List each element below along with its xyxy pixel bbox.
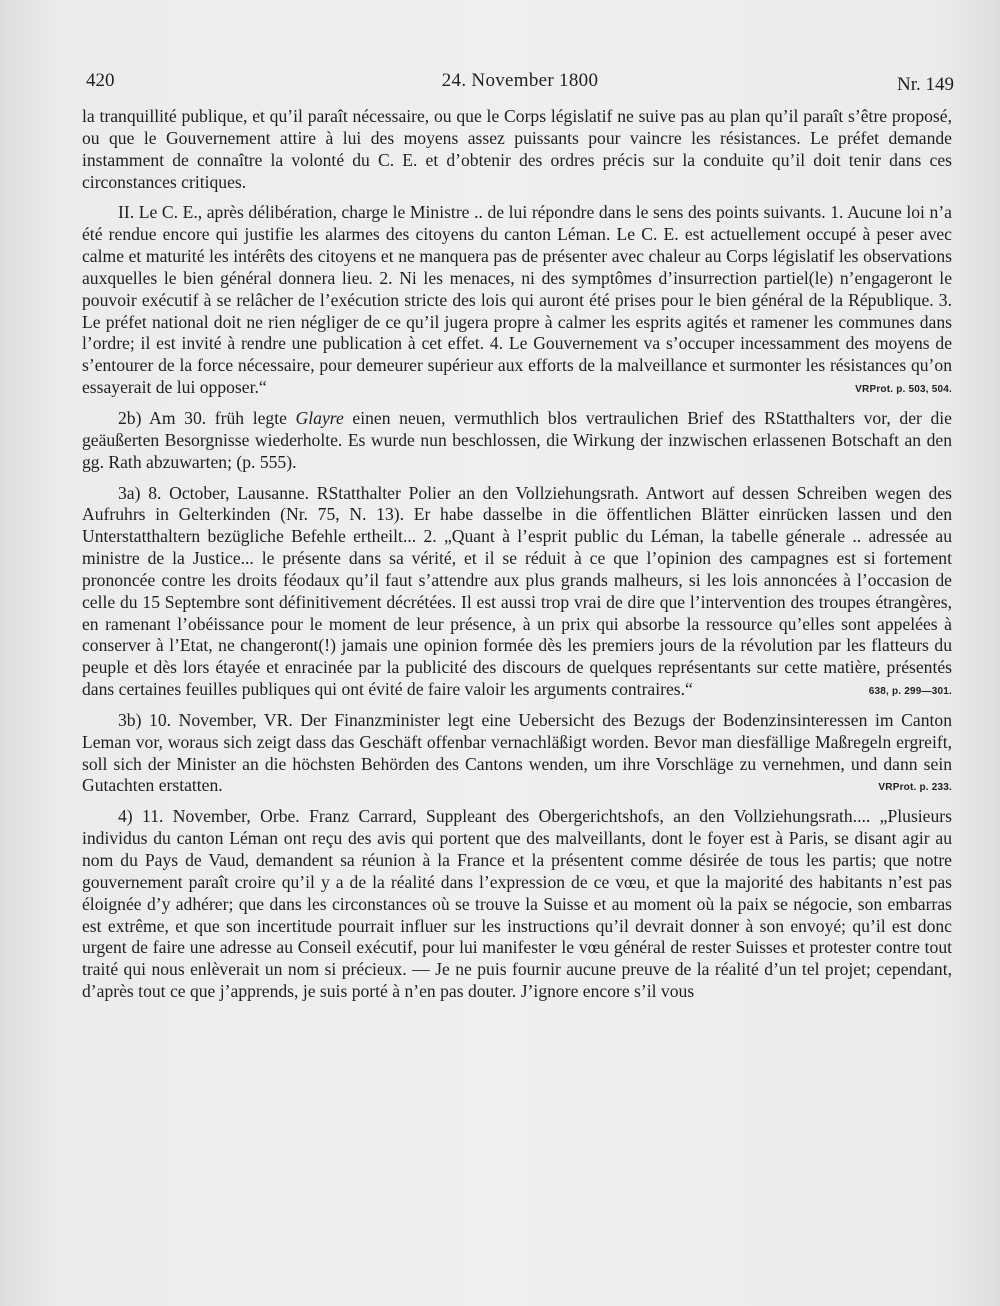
paragraph-5-text: 3b) 10. November, VR. Der Finanzminister legt eine Uebersicht des Bezugs der Bodenzinsinteressen im Canton Leman vor, woraus sich zeigt dass das Geschäft offenbar vernachläßigt worden. Bevor man diesfällige Maßregeln ergreift, soll sich der Minister an die höchsten Behörden des Cantons wenden, um ihre Vorschläge zu vernehmen, und dann sein Gutachten erstatten. xyxy=(82,709,952,796)
paragraph-5 xyxy=(82,710,952,797)
paragraph-4 xyxy=(82,483,952,701)
source-reference: VRProt. p. 503, 504. xyxy=(855,384,952,396)
source-reference: 638, p. 299—301. xyxy=(868,686,952,698)
paragraph-1: la tranquillité publique, et qu’il paraît nécessaire, ou que le Corps législatif ne suive pas au plan qu’il paraît s’être proposé, ou que le Gouvernement attire à lui des moyens assez puissants pour vaincre les résistances. Le préfet demande instamment de connaître la volonté du C. E. et d’obtenir des ordres précis sur la conduite qu’il doit tenir dans ces circonstances critiques. xyxy=(82,106,952,192)
page-header xyxy=(86,70,954,98)
page-number: 420 xyxy=(86,70,115,91)
paragraph-3 xyxy=(82,408,952,474)
document-number: Nr. 149 xyxy=(897,74,954,95)
paragraph-4-text: 3a) 8. October, Lausanne. RStatthalter Polier an den Vollziehungsrath. Antwort auf dessen Schreiben wegen des Aufruhrs in Gelterkinden (Nr. 75, N. 13). Er habe dasselbe in die öffentlichen Blätter einrücken lassen und den Unterstatthaltern bezügliche Befehle ertheilt... 2. „Quant à l’esprit public du Léman, la tabelle génerale .. adressée au ministre de la Justice... le présente dans sa vérité, et il se réduit à ce que l’opinion des campagnes est si fortement prononcée contre les droits féodaux qu’il faut s’attendre aux plus grands malheurs, si les lois annoncées à l’occasion de celle du 15 Septembre sont définitivement décrétées. Il est aussi trop vrai de dire que l’intervention des troupes étrangères, en ramenant l’obéissance pour le moment de leur présence, à un prix qui absorbe la ressource qu’elles sont appelées à conserver à l’Etat, ne changeront(!) jamais une opinion formée dès les premiers jours de la révolution par les flatteurs du peuple et dès lors étayée et enracinée par la publicité des discours de quelques représentants sur cette matière, présentés dans certaines feuilles publiques qui ont évité de faire valoir les arguments contraires.“ xyxy=(82,482,952,700)
paragraph-3-lead: 2b) Am 30. früh legte xyxy=(118,407,296,428)
body-text xyxy=(82,106,952,1003)
paragraph-3-text: einen neuen, vermuthlich blos vertraulichen Brief des RStatthalters vor, der die geäußerten Besorgnisse wiederholte. Es wurde nun beschlossen, die Wirkung der inzwischen erlassenen Botschaft an den gg. Rath abzuwarten; (p. 555). xyxy=(82,407,952,472)
header-date: 24. November 1800 xyxy=(441,70,599,91)
paragraph-2 xyxy=(82,202,952,399)
paragraph-2-text: II. Le C. E., après délibération, charge le Ministre .. de lui répondre dans le sens des points suivants. 1. Aucune loi n’a été rendue encore qui justifie les alarmes des citoyens du canton Léman. Le C. E. est actuellement occupé à peser avec calme et maturité les intérêts des citoyens et ne manquera pas de présenter avec chaleur au Corps législatif les observations auxquelles le bien général donnera lieu. 2. Ni les menaces, ni des symptômes d’insurrection partiel(le) n’engageront le pouvoir exécutif à se relâcher de l’exécution stricte des lois qui auront été prises pour le bien général de la République. 3. Le préfet national doit ne rien négliger de ce qu’il jugera propre à calmer les esprits agités et ramener les communes dans l’ordre; il est invité à rendre une publication à cet effet. 4. Le Gouvernement va s’occuper incessamment des moyens de s’entourer de la force nécessaire, pour demeurer supérieur aux efforts de la malveillance et surmonter les résistances qu’on essayerait de lui opposer.“ xyxy=(82,202,952,398)
person-name-italic: Glayre xyxy=(295,407,344,428)
paragraph-6: 4) 11. November, Orbe. Franz Carrard, Suppleant des Obergerichtshofs, an den Vollziehungsrath.... „Plusieurs individus du canton Léman ont reçu des avis qui portent que des malveillants, dont le foyer est à Paris, se disant agir au nom du Pays de Vaud, demandent sa réunion à la France et la présentent comme désirée de tous les partis; que notre gouvernement paraît croire qu’il y a de la réalité dans l’expression de ce vœu, et que la majorité des habitants n’est pas éloignée d’y adhérer; que dans les circonstances où se trouve la Suisse et au moment où la paix se négocie, son embarras est extrême, et que son incertitude pourrait influer sur les instructions qu’il devrait donner à son envoyé; qu’il est donc urgent de faire une adresse au Conseil exécutif, pour lui manifester le vœu général de rester Suisses et protester contre tout traité qui nous enlèverait un nom si précieux. — Je ne puis fournir aucune preuve de la réalité d’un tel projet; cependant, d’après tout ce que j’apprends, je suis porté à n’en pas douter. J’ignore encore s’il vous xyxy=(82,806,952,1002)
source-reference: VRProt. p. 233. xyxy=(878,782,952,794)
